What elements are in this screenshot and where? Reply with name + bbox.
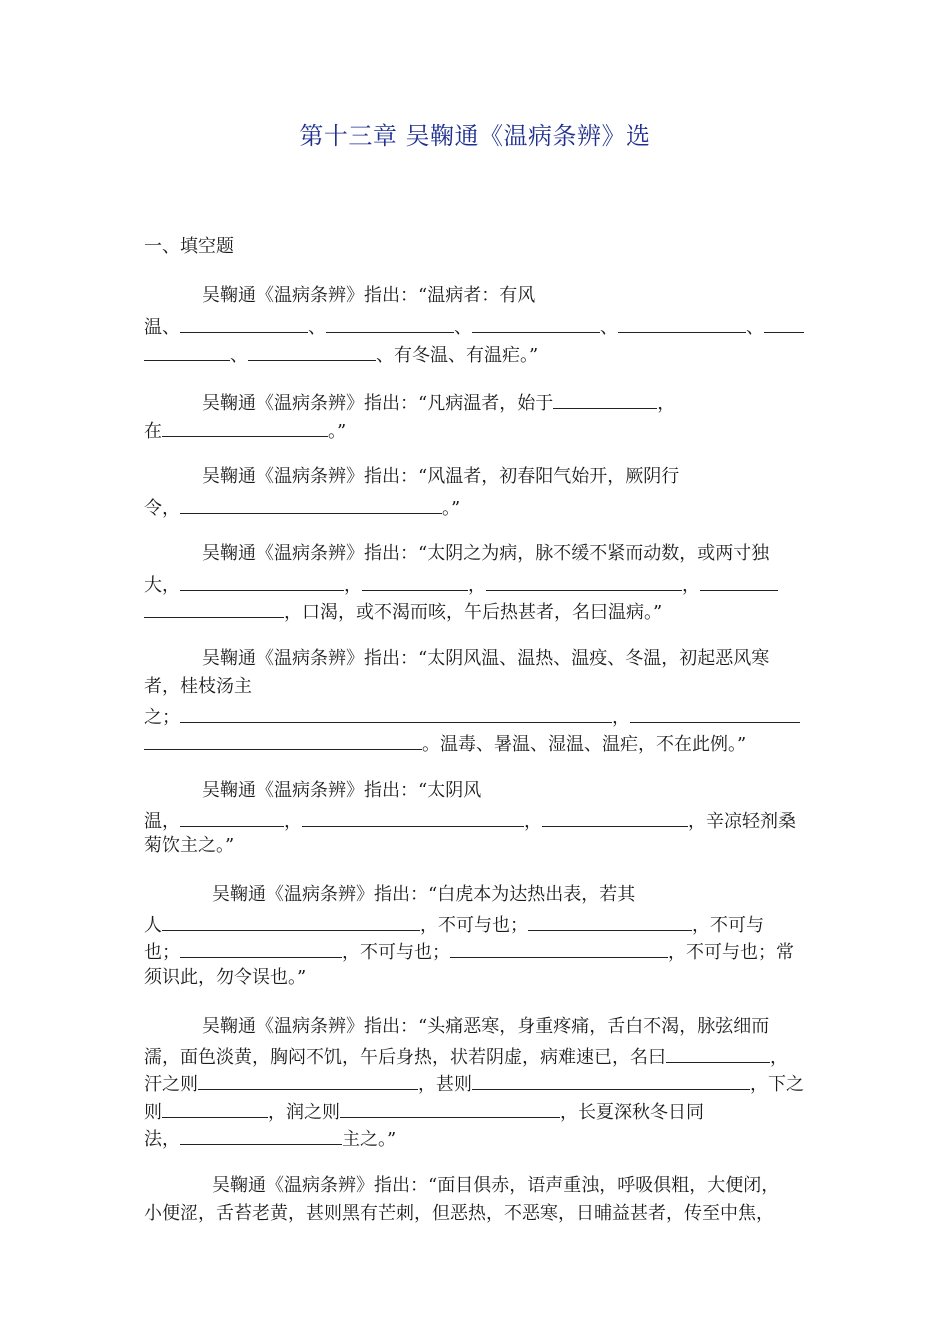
answer-blank[interactable] bbox=[450, 937, 668, 958]
answer-blank[interactable] bbox=[618, 312, 746, 333]
question-4-line-2: 大， ， ， ， bbox=[144, 570, 778, 596]
answer-blank[interactable] bbox=[764, 312, 804, 333]
question-4-line-3: ，口渴，或不渴而咳，午后热甚者，名曰温病。” bbox=[144, 597, 662, 623]
section-heading: 一、填空题 bbox=[144, 236, 234, 257]
answer-blank[interactable] bbox=[486, 570, 682, 591]
question-7-line-4: 须识此，勿令误也。” bbox=[144, 967, 307, 988]
answer-blank[interactable] bbox=[528, 910, 692, 931]
answer-blank[interactable] bbox=[700, 570, 778, 591]
answer-blank[interactable] bbox=[630, 702, 800, 723]
answer-blank[interactable] bbox=[180, 702, 612, 723]
page-title: 第十三章 吴鞠通《温病条辨》选 bbox=[299, 122, 651, 150]
question-8-line-3: 汗之则 ，甚则 ，下之 bbox=[144, 1069, 804, 1095]
question-6-line-3: 菊饮主之。” bbox=[144, 835, 235, 856]
answer-blank[interactable] bbox=[180, 806, 284, 827]
question-8-line-1: 吴鞠通《温病条辨》指出：“头痛恶寒，身重疼痛，舌白不渴，脉弦细而 bbox=[202, 1016, 770, 1037]
answer-blank[interactable] bbox=[180, 1124, 342, 1145]
question-5-line-2: 者，桂枝汤主 bbox=[144, 676, 252, 697]
answer-blank[interactable] bbox=[162, 416, 328, 437]
answer-blank[interactable] bbox=[248, 340, 376, 361]
question-3-line-2: 令， 。” bbox=[144, 493, 460, 519]
question-6-line-2: 温， ， ， ，辛凉轻剂桑 bbox=[144, 806, 796, 832]
answer-blank[interactable] bbox=[362, 570, 468, 591]
answer-blank[interactable] bbox=[542, 806, 688, 827]
question-9-line-2: 小便涩，舌苔老黄，甚则黑有芒刺，但恶热，不恶寒，日晡益甚者，传至中焦， bbox=[144, 1203, 774, 1224]
question-2-line-1: 吴鞠通《温病条辨》指出：“凡病温者，始于 ， bbox=[202, 388, 675, 414]
question-7-line-2: 人 ，不可与也； ，不可与 bbox=[144, 910, 764, 936]
question-8-line-2: 濡，面色淡黄，胸闷不饥，午后身热，状若阴虚，病难速已，名曰 ， bbox=[144, 1042, 788, 1068]
question-8-line-4: 则 ，润之则 ，长夏深秋冬日同 bbox=[144, 1097, 704, 1123]
question-2-line-2: 在 。” bbox=[144, 416, 346, 442]
answer-blank[interactable] bbox=[553, 388, 657, 409]
answer-blank[interactable] bbox=[472, 1069, 750, 1090]
answer-blank[interactable] bbox=[302, 806, 524, 827]
question-4-line-1: 吴鞠通《温病条辨》指出：“太阴之为病，脉不缓不紧而动数，或两寸独 bbox=[202, 543, 770, 564]
answer-blank[interactable] bbox=[144, 729, 422, 750]
answer-blank[interactable] bbox=[198, 1069, 418, 1090]
answer-blank[interactable] bbox=[666, 1042, 770, 1063]
question-7-line-1: 吴鞠通《温病条辨》指出：“白虎本为达热出表，若其 bbox=[212, 884, 636, 905]
question-3-line-1: 吴鞠通《温病条辨》指出：“风温者，初春阳气始开，厥阴行 bbox=[202, 466, 680, 487]
answer-blank[interactable] bbox=[180, 493, 442, 514]
answer-blank[interactable] bbox=[144, 340, 230, 361]
answer-blank[interactable] bbox=[144, 597, 284, 618]
answer-blank[interactable] bbox=[180, 312, 308, 333]
question-8-line-5: 法， 主之。” bbox=[144, 1124, 396, 1150]
answer-blank[interactable] bbox=[180, 937, 342, 958]
question-1-line-1: 吴鞠通《温病条辨》指出：“温病者：有风 bbox=[202, 285, 536, 306]
answer-blank[interactable] bbox=[340, 1097, 560, 1118]
answer-blank[interactable] bbox=[162, 1097, 268, 1118]
question-9-line-1: 吴鞠通《温病条辨》指出：“面目俱赤，语声重浊，呼吸俱粗，大便闭， bbox=[212, 1175, 780, 1196]
answer-blank[interactable] bbox=[326, 312, 454, 333]
question-1-line-2: 温、 、 、 、 、 bbox=[144, 312, 804, 338]
question-6-line-1: 吴鞠通《温病条辨》指出：“太阴风 bbox=[202, 780, 482, 801]
answer-blank[interactable] bbox=[180, 570, 344, 591]
question-5-line-3: 之； ， bbox=[144, 702, 800, 728]
answer-blank[interactable] bbox=[162, 910, 420, 931]
question-5-line-4: 。温毒、暑温、湿温、温疟，不在此例。” bbox=[144, 729, 746, 755]
answer-blank[interactable] bbox=[472, 312, 600, 333]
question-7-line-3: 也； ，不可与也； ，不可与也；常 bbox=[144, 937, 794, 963]
question-5-line-1: 吴鞠通《温病条辨》指出：“太阴风温、温热、温疫、冬温，初起恶风寒 bbox=[202, 648, 770, 669]
question-1-line-3: 、 、有冬温、有温疟。” bbox=[144, 340, 538, 366]
